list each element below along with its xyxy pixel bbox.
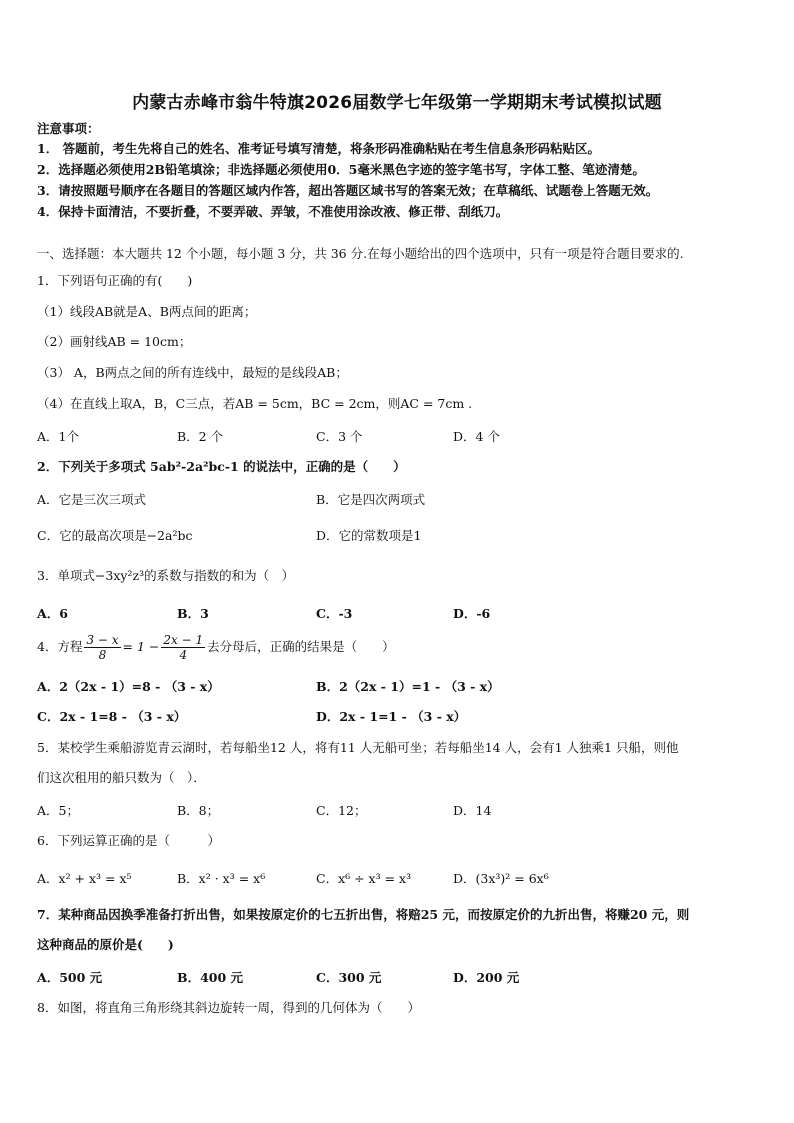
q5-option-a: A．5； bbox=[37, 803, 79, 818]
q3-option-d: D．-6 bbox=[453, 606, 491, 621]
q1-statement-3: （3） A，B两点之间的所有连线中，最短的是线段AB； bbox=[37, 365, 348, 380]
q7-option-d: D．200 元 bbox=[453, 970, 520, 985]
q6-option-c: C．x⁶ ÷ x³ = x³ bbox=[316, 871, 412, 886]
q5-line-1: 5．某校学生乘船游览青云湖时，若每船坐12 人，将有11 人无船可坐；若每船坐14 人，会有1 人独乘1 只船，则他 bbox=[37, 740, 679, 755]
q2-option-d: D．它的常数项是1 bbox=[316, 528, 422, 543]
q7-option-b: B．400 元 bbox=[177, 970, 244, 985]
notice-item-2: 2．选择题必须使用2B铅笔填涂；非选择题必须使用0．5毫米黑色字迹的签字笔书写，字体工整、笔迹清楚。 bbox=[37, 162, 645, 177]
q6-stem: 6．下列运算正确的是（ ） bbox=[37, 833, 220, 848]
q7-line-2: 这种商品的原价是( ) bbox=[37, 937, 174, 952]
q6-option-d: D．(3x³)² = 6x⁶ bbox=[453, 871, 549, 886]
notice-item-4: 4．保持卡面清洁，不要折叠，不要弄破、弄皱，不准使用涂改液、修正带、刮纸刀。 bbox=[37, 204, 509, 219]
q4-stem bbox=[37, 630, 395, 664]
notice-item-3: 3．请按照题号顺序在各题目的答题区域内作答，超出答题区域书写的答案无效；在草稿纸、试题卷上答题无效。 bbox=[37, 183, 659, 198]
q4-option-d: D．2x - 1=1 - （3 - x） bbox=[316, 709, 467, 724]
section-heading: 一、选择题：本大题共 12 个小题，每小题 3 分，共 36 分.在每小题给出的四个选项中，只有一项是符合题目要求的. bbox=[37, 246, 684, 261]
q4-option-c: C．2x - 1=8 - （3 - x） bbox=[37, 709, 187, 724]
q1-statement-2: （2）画射线AB = 10cm； bbox=[37, 334, 192, 349]
q7-line-1: 7．某种商品因换季准备打折出售，如果按原定价的七五折出售，将赔25 元，而按原定价的九折出售，将赚20 元，则 bbox=[37, 907, 690, 922]
q3-option-b: B．3 bbox=[177, 606, 209, 621]
q4-option-b: B．2（2x - 1）=1 - （3 - x） bbox=[316, 679, 500, 694]
q1-option-d: D．4 个 bbox=[453, 429, 500, 444]
q1-option-b: B．2 个 bbox=[177, 429, 224, 444]
page-title: 内蒙古赤峰市翁牛特旗2026届数学七年级第一学期期末考试模拟试题 bbox=[132, 93, 662, 113]
q6-option-a: A．x² + x³ = x⁵ bbox=[37, 871, 132, 886]
q1-option-a: A．1个 bbox=[37, 429, 79, 444]
q6-option-b: B．x² · x³ = x⁶ bbox=[177, 871, 266, 886]
q4-fraction-left-numerator: 3 − x bbox=[86, 633, 119, 647]
q1-option-c: C．3 个 bbox=[316, 429, 363, 444]
q4-fraction-left bbox=[84, 633, 120, 662]
q7-option-c: C．300 元 bbox=[316, 970, 382, 985]
q4-stem-suffix: 去分母后，正确的结果是（ ） bbox=[207, 639, 395, 654]
q2-stem: 2．下列关于多项式 5ab²-2a²bc-1 的说法中，正确的是（ ） bbox=[37, 459, 406, 474]
q1-statement-4: （4）在直线上取A，B，C三点，若AB = 5cm，BC = 2cm，则AC = 7cm . bbox=[37, 396, 473, 411]
q8-stem: 8．如图，将直角三角形绕其斜边旋转一周，得到的几何体为（ ） bbox=[37, 1000, 420, 1015]
q4-fraction-left-denominator: 8 bbox=[98, 648, 107, 662]
q4-option-a: A．2（2x - 1）=8 - （3 - x） bbox=[37, 679, 220, 694]
notice-heading: 注意事项： bbox=[37, 121, 100, 136]
q5-option-b: B．8； bbox=[177, 803, 220, 818]
q4-fraction-right-denominator: 4 bbox=[179, 648, 188, 662]
q3-stem: 3．单项式−3xy²z³的系数与指数的和为（ ） bbox=[37, 568, 295, 583]
q2-option-b: B．它是四次两项式 bbox=[316, 492, 426, 507]
q4-equals-one-minus: = 1 − bbox=[122, 639, 160, 654]
q5-line-2: 们这次租用的船只数为（ ）． bbox=[37, 770, 206, 785]
q2-option-c: C．它的最高次项是−2a²bc bbox=[37, 528, 193, 543]
q4-fraction-right bbox=[161, 633, 205, 662]
q2-option-a: A．它是三次三项式 bbox=[37, 492, 147, 507]
q4-fraction-right-numerator: 2x − 1 bbox=[163, 633, 204, 647]
q1-statement-1: （1）线段AB就是A、B两点间的距离； bbox=[37, 304, 257, 319]
q3-option-a: A．6 bbox=[37, 606, 68, 621]
q3-option-c: C．-3 bbox=[316, 606, 353, 621]
notice-item-1: 1． 答题前，考生先将自己的姓名、准考证号填写清楚，将条形码准确粘贴在考生信息条形码粘贴区。 bbox=[37, 141, 601, 156]
q4-stem-prefix: 4．方程 bbox=[37, 639, 83, 654]
q5-option-c: C．12； bbox=[316, 803, 367, 818]
q5-option-d: D．14 bbox=[453, 803, 492, 818]
q1-stem: 1．下列语句正确的有( ) bbox=[37, 273, 193, 288]
q7-option-a: A．500 元 bbox=[37, 970, 103, 985]
